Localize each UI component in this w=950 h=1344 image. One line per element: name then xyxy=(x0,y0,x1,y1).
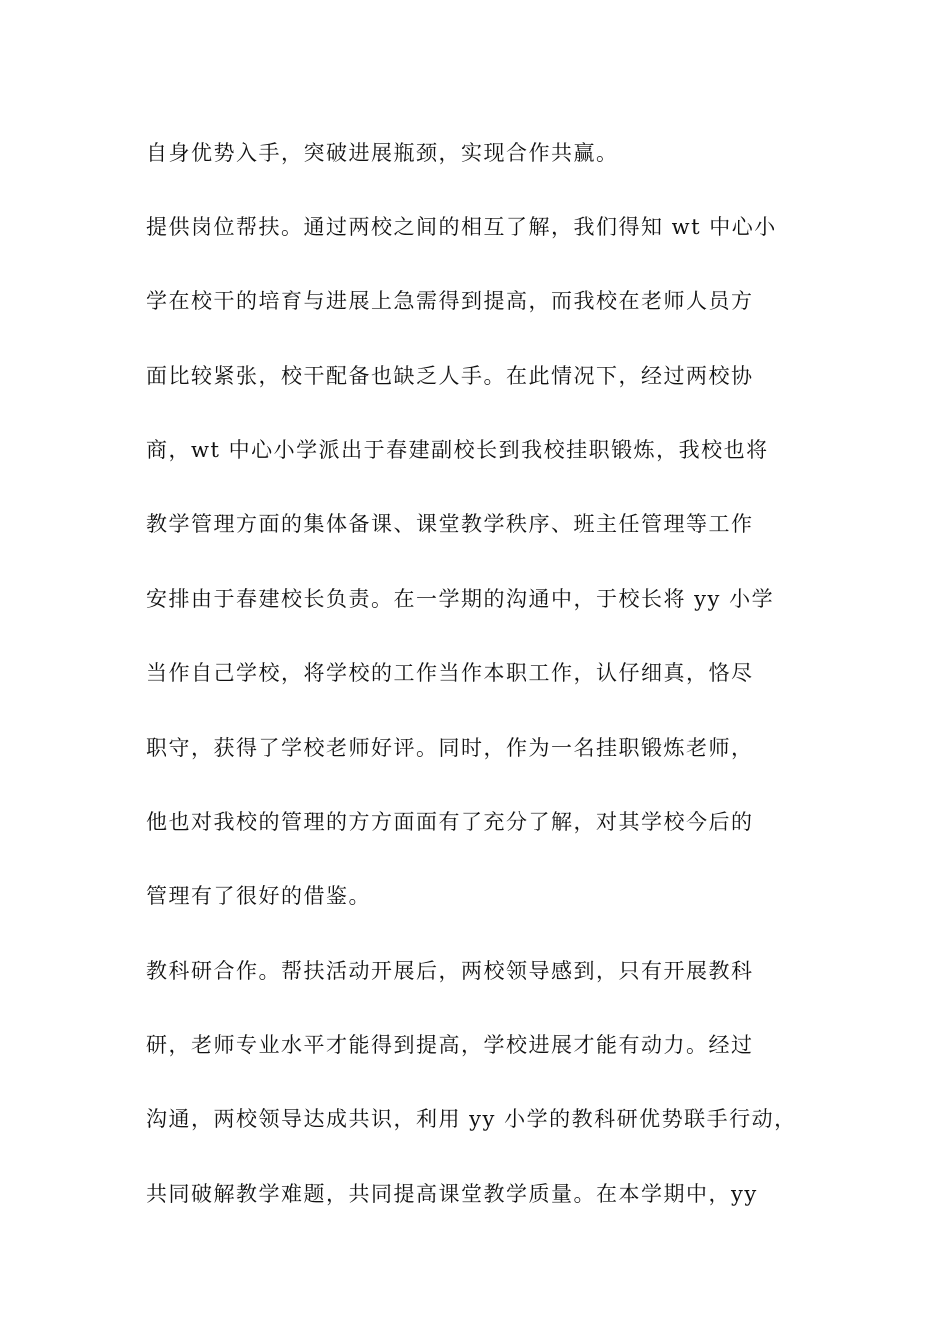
text-line: 面比较紧张，校干配备也缺乏人手。在此情况下，经过两校协 xyxy=(146,364,754,388)
text-line: 提供岗位帮扶。通过两校之间的相互了解，我们得知 wt 中心小 xyxy=(146,215,777,239)
text-line: 教学管理方面的集体备课、课堂教学秩序、班主任管理等工作 xyxy=(146,512,754,536)
text-line: 自身优势入手，突破进展瓶颈，实现合作共赢。 xyxy=(146,141,619,165)
text-line: 共同破解教学难题，共同提高课堂教学质量。在本学期中，yy xyxy=(146,1182,758,1206)
text-line: 安排由于春建校长负责。在一学期的沟通中，于校长将 yy 小学 xyxy=(146,587,775,611)
text-line: 研，老师专业水平才能得到提高，学校进展才能有动力。经过 xyxy=(146,1033,754,1057)
text-line: 商，wt 中心小学派出于春建副校长到我校挂职锻炼，我校也将 xyxy=(146,438,769,462)
text-line: 学在校干的培育与进展上急需得到提高，而我校在老师人员方 xyxy=(146,289,754,313)
text-line: 当作自己学校，将学校的工作当作本职工作，认仔细真，恪尽 xyxy=(146,661,754,685)
text-line: 管理有了很好的借鉴。 xyxy=(146,884,371,908)
text-line: 教科研合作。帮扶活动开展后，两校领导感到，只有开展教科 xyxy=(146,959,754,983)
text-line: 职守，获得了学校老师好评。同时，作为一名挂职锻炼老师， xyxy=(146,736,754,760)
text-line: 他也对我校的管理的方方面面有了充分了解，对其学校今后的 xyxy=(146,810,754,834)
text-line: 沟通，两校领导达成共识，利用 yy 小学的教科研优势联手行动， xyxy=(146,1107,797,1131)
